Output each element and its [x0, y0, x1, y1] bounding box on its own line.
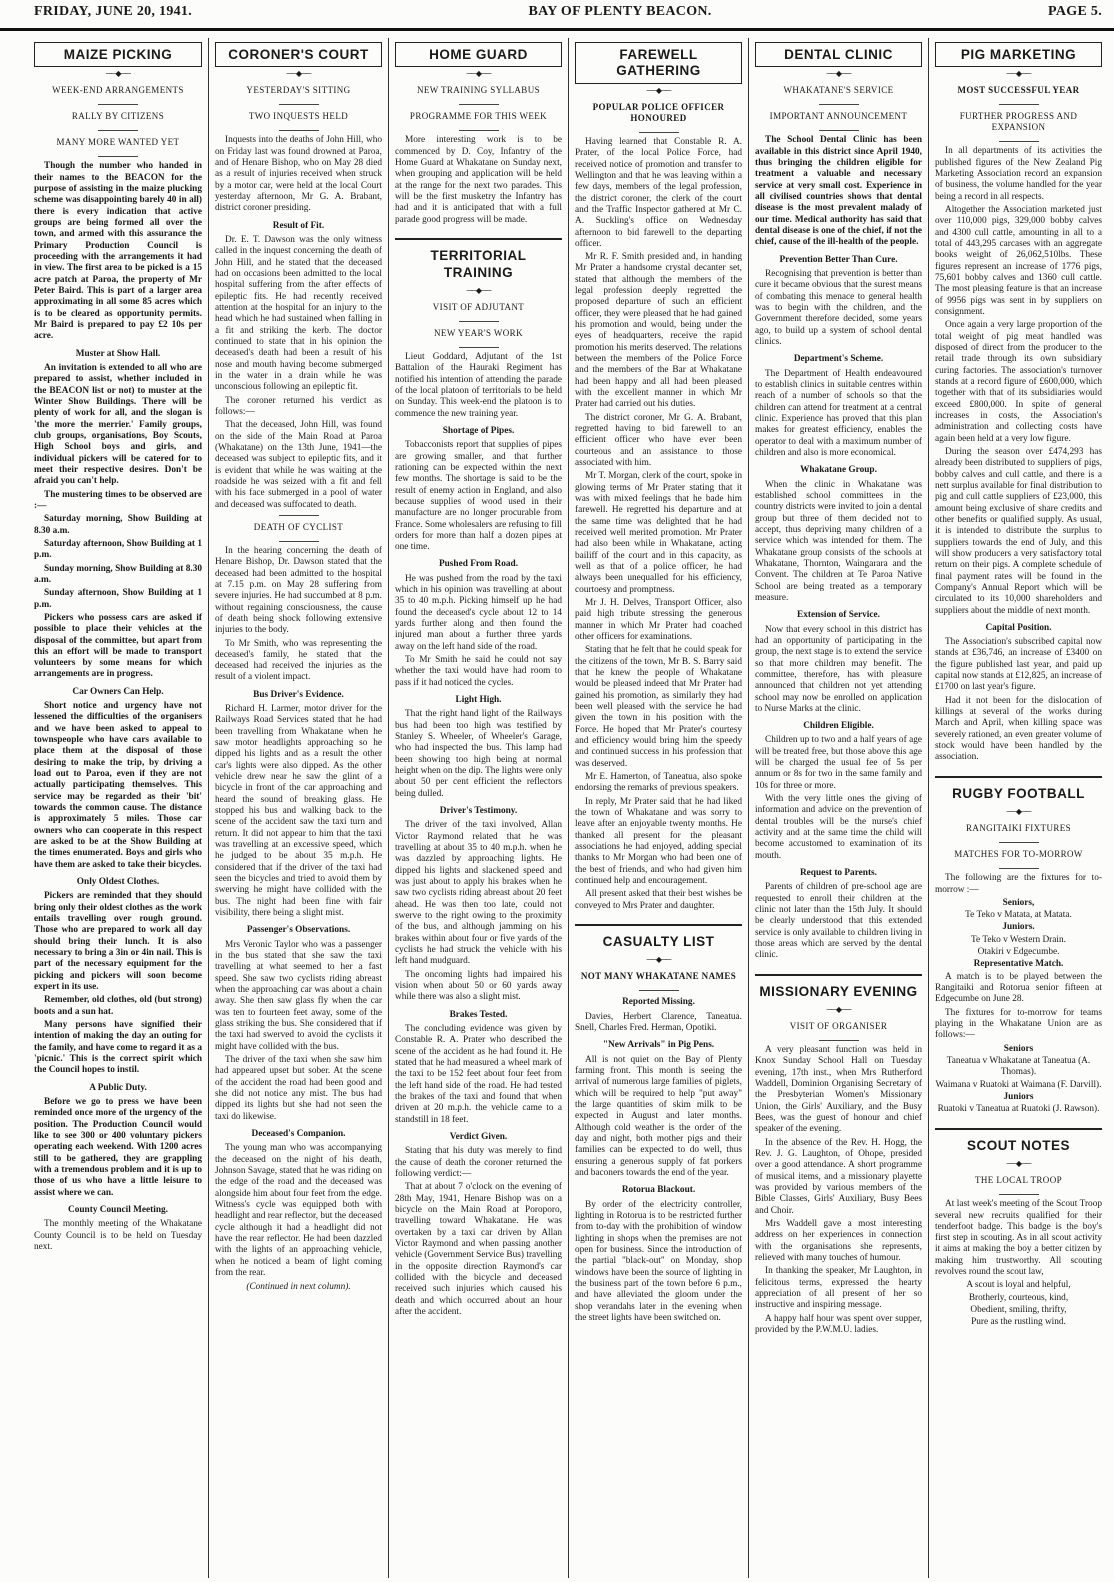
fixture: Te Teko v Western Drain.: [971, 934, 1066, 945]
column-coroners-court: [208, 38, 388, 1578]
paragraph: Children up to two and a half years of age will be treated free, but those above this age will be charged the usual fee of 5s per annum or 8s for two in the same family and 10s for three or more.: [755, 735, 922, 791]
deck: RANGITAIKI FIXTURES: [965, 823, 1072, 834]
paragraph: A happy half hour was spent over supper, provided by the P.W.M.U. ladies.: [755, 1313, 922, 1336]
paragraph: Now that every school in this district has had an opportunity of participating in the group, the next stage is to extend the service so that more children may benefit. The committee, therefore, has with pleasure announced that children not yet attending school may now be enrolled on application to Nurse Marks at the clinic.: [755, 624, 922, 714]
headline-scout-notes: SCOUT NOTES: [935, 1128, 1102, 1157]
issue-date: FRIDAY, JUNE 20, 1941.: [34, 4, 193, 19]
paragraph: Parents of children of pre-school age are requested to enroll their children at the clinic not later than the 15th July. It should be clearly understood that this extended service is only available to children living in those areas which are served by the dental clinic.: [755, 882, 922, 961]
ornament-rule-icon: ──◆──: [646, 85, 671, 95]
paragraph: Had it not been for the dislocation of killings at several of the works during March and April, when killing space was severely rationed, an even greater volume of stock would have been handled by the association.: [935, 695, 1102, 763]
deck: MATCHES FOR TO-MORROW: [954, 849, 1083, 860]
divider: [279, 104, 319, 105]
fixture: Ruatoki v Taneatua at Ruatoki (J. Rawson).: [937, 1104, 1100, 1115]
ornament-rule-icon: ──◆──: [1006, 807, 1031, 817]
masthead: [0, 0, 1114, 30]
paragraph: At last week's meeting of the Scout Troop several new recruits qualified for their tenderfoot badge. This badge is the boy's first step in scouting. As in all scout activity it aims at making the boy a better citizen by making him trustworthy. All scouting revolves round the scout law,: [935, 1199, 1102, 1278]
paragraph: In reply, Mr Prater said that he had liked the town of Whakatane and was sorry to leave after an enjoyable twenty months. He thanked all present for the pleasant associations he had enjoyed, adding special thanks to Mr Morgan who had been one of the best of friends, and who had given him continued help and encouragement.: [575, 796, 742, 886]
paragraph: All present asked that their best wishes be conveyed to Mrs Prater and daughter.: [575, 889, 742, 911]
fixture: Taneatua v Whakatane at Taneatua (A. Thomas).: [946, 1056, 1091, 1078]
paragraph: That the right hand light of the Railways bus had been too high was testified by Stanley S. Wheeler, of Wheeler's Garage, who had inspected the bus. This lamp had been showing too high being at normal height when on the dip. The lights were only about 50 per cent efficient the reflectors being dulled.: [395, 709, 562, 799]
paragraph: He was pushed from the road by the taxi which in his opinion was travelling at about 35 to 40 m.p.h. Picking himself up he had found the deceased's cycle about 12 to 14 yards further along and then found the injured man about a further three yards away on the left hand side of the road.: [395, 573, 562, 652]
paragraph: The following are the fixtures for to-morrow :—: [935, 873, 1102, 895]
headline-home-guard: HOME GUARD: [395, 42, 562, 67]
paragraph: The Association's subscribed capital now stands at £36,746, an increase of £3400 on the figure published last year, and paid up capital now stands at £12,825, an increase of £1700 on last year's figure.: [935, 637, 1102, 693]
paragraph: Remember, old clothes, old (but strong) boots and a sun hat.: [34, 995, 202, 1017]
paragraph: Having learned that Constable R. A. Prater, of the local Police Force, had received notice of promotion and transfer to Wellington and that he was leaving within a few days, members of the legal profession, the district coroner, the clerk of the court and the Traffic Inspector gathered at Mr C. A. Suckling's office on Wednesday afternoon to bid farewell to the departing officer.: [575, 136, 742, 249]
headline-rugby-football: RUGBY FOOTBALL: [935, 776, 1102, 805]
paragraph: The driver of the taxi when she saw him had appeared upset but sober. At the scene of the accident the road had been good and she did not notice any mist. The bus had dipped its lights but she had not seen the taxi do likewise.: [215, 1054, 382, 1122]
subheading: Whakatane Group.: [800, 465, 877, 476]
newspaper-title: BAY OF PLENTY BEACON.: [528, 4, 712, 19]
newspaper-columns: [28, 38, 1108, 1578]
paragraph: Mrs Waddell gave a most interesting address on her experiences in connection with the organisations she represents, relieved with many touches of humour.: [755, 1219, 922, 1264]
fixture-heading: Representative Match.: [973, 959, 1064, 970]
muster-time: Sunday morning, Show Building at 8.30 a.m.: [34, 563, 202, 585]
deck: TWO INQUESTS HELD: [248, 111, 349, 122]
headline-coroners-court: CORONER'S COURT: [215, 42, 382, 67]
deck: YESTERDAY'S SITTING: [246, 85, 351, 96]
subheading: Result of Fit.: [272, 220, 325, 231]
paragraph: Richard H. Larmer, motor driver for the Railways Road Services stated that he had been travelling from Whakatane when he saw motor headlights approaching so he dipped his lights and as a result the other car's lights were also dipped. As the other vehicle drew near he saw the glint of a bicycle in front of the car approaching and heard the sound of breaking glass. He stopped his bus and walking back to the scene of the accident saw the taxi turn and return. It did not appear to him that the taxi was travelling at an excessive speed, which he judged to be about 35 m.p.h. He considered that if the driver of the taxi had seen the bicycles and tried to avoid them by swerving he might have collided with the bus. The night had been fine with fair visibility, there being a slight mist.: [215, 704, 382, 919]
ornament-rule-icon: ──◆──: [826, 69, 851, 79]
divider: [999, 141, 1039, 142]
deck: WEEK-END ARRANGEMENTS: [52, 85, 184, 96]
headline-casualty-list: CASUALTY LIST: [575, 924, 742, 953]
subheading: Muster at Show Hall.: [75, 348, 161, 359]
subheading: Passenger's Observations.: [246, 925, 351, 936]
deck: IMPORTANT ANNOUNCEMENT: [769, 111, 908, 122]
paragraph: The fixtures for to-morrow for teams playing in the Whakatane Union are as follows:—: [935, 1007, 1102, 1041]
headline-territorial-training: TERRITORIAL TRAINING: [395, 238, 562, 284]
page-number: PAGE 5.: [1048, 4, 1102, 19]
paragraph: The driver of the taxi involved, Allan Victor Raymond related that he was travelling at about 35 to 40 m.p.h. when he was dazzled by approaching lights. He dipped his lights and slackened speed and was just about to apply his brakes when he saw two cyclists riding abreast about 20 feet ahead. He was then too late, could not swerve to the right owing to the proximity of the bus, and although jamming on his brakes within about four or five yards of the cyclists he had struck the vehicle with his left hand mudguard.: [395, 820, 562, 967]
column-dental-clinic: [748, 38, 928, 1578]
subheading: County Council Meeting.: [68, 1204, 168, 1215]
verse-line: Obedient, smiling, thrifty,: [970, 1305, 1067, 1316]
masthead-rule: [0, 30, 1114, 31]
subheading: Driver's Testimony.: [439, 806, 518, 817]
deck: FURTHER PROGRESS AND EXPANSION: [959, 111, 1078, 133]
column-farewell-gathering: [568, 38, 748, 1578]
divider: [999, 842, 1039, 843]
ornament-rule-icon: ──◆──: [826, 1005, 851, 1015]
deck: NEW TRAINING SYLLABUS: [416, 85, 541, 96]
paragraph: Stating that his duty was merely to find the cause of death the coroner returned the following verdict:—: [395, 1146, 562, 1179]
divider: [999, 1194, 1039, 1195]
deck: MANY MORE WANTED YET: [56, 137, 180, 148]
divider: [819, 1040, 859, 1041]
fixture-heading: Juniors: [1003, 1092, 1034, 1103]
paragraph: Mr T. Morgan, clerk of the court, spoke in glowing terms of Mr Prater stating that it was with mixed feelings that he bade him farewell. He regretted his departure and at the same time was delighted that he had received well merited promotion. Mr Prater had also been while in Whakatane, acting bailiff of the court and in this capacity, as well as that of a police officer, he had always been unequalled for his efficiency, courtoesy and promptness.: [575, 471, 742, 595]
paragraph: That the deceased, John Hill, was found on the side of the Main Road at Paroa (Whakatane) on the 13th June, 1941—the deceased was subject to epileptic fits, and it is evident that while he was waiting at the roadside he was seized with a fit and fell with his face submerged in a pool of water and deceased was suffocated to death.: [215, 420, 382, 510]
divider: [819, 130, 859, 131]
paragraph: A match is to be played between the Rangitaiki and Rotorua senior fifteen at Edgecumbe on June 28.: [935, 971, 1102, 1005]
column-maize-picking: [28, 38, 208, 1578]
ornament-rule-icon: ──◆──: [466, 69, 491, 79]
divider: [639, 990, 679, 991]
subheading: Capital Position.: [985, 622, 1052, 633]
divider: [279, 541, 319, 542]
subheading: "New Arrivals" in Pig Pens.: [602, 1040, 715, 1051]
subheading: Department's Scheme.: [793, 354, 884, 365]
subheading: Reported Missing.: [622, 997, 695, 1008]
divider: [98, 130, 138, 131]
deck: VISIT OF ADJUTANT: [432, 301, 525, 312]
ornament-rule-icon: ──◆──: [646, 955, 671, 965]
deck: PROGRAMME FOR THIS WEEK: [409, 111, 548, 122]
subheading: A Public Duty.: [89, 1082, 147, 1093]
paragraph: The coroner returned his verdict as follows:—: [215, 395, 382, 417]
paragraph: With the very little ones the giving of information and advice on the prevention of dental troubles will be the nurse's chief activity and at the same time the child will become accustomed to examination of its mouth.: [755, 794, 922, 861]
divider: [98, 156, 138, 157]
deck: THE LOCAL TROOP: [975, 1175, 1062, 1186]
subheading: Pushed From Road.: [438, 559, 519, 570]
paragraph: Davies, Herbert Clarence, Taneatua. Snell, Charles Fred. Herman, Opotiki.: [575, 1011, 742, 1033]
paragraph: Dr. E. T. Dawson was the only witness called in the inquest concerning the death of John Hill, and he stated that the deceased had on occasions been admitted to the local hospital suffering from the after effects of epileptic fits. He had recently received attention at the hospital for an injury to the head which he had sustained when falling in a fit and striking the kerb. The doctor continued to state that in his opinion the deceased's death had been a result of his nose and mouth having become submerged in the water in a drain while he was unconscious following an epileptic fit.: [215, 235, 382, 393]
subheading: Bus Driver's Evidence.: [253, 689, 344, 700]
headline-pig-marketing: PIG MARKETING: [935, 42, 1102, 67]
paragraph: All is not quiet on the Bay of Plenty farming front. This month is seeing the arrival of numerous large families of piglets, which will be required to help "put away" the large quantities of skim milk to be expected in August and later months. Although cold weather is the order of the day and night, both mother pigs and their families can be expected to do well, thus ensuring a generous supply of fat porkers and baconers towards the end of the year.: [575, 1054, 742, 1178]
paragraph: The oncoming lights had impaired his vision when about 50 or 60 yards away while there was also a slight mist.: [395, 969, 562, 1003]
paragraph: Mr E. Hamerton, of Taneatua, also spoke endorsing the remarks of previous speakers.: [575, 771, 742, 794]
paragraph: Pickers who possess cars are asked if possible to place their vehicles at the disposal of the committee, but apart from this an effort will be made to transport volunteers by some means for which arrangements are in progress.: [34, 612, 202, 680]
paragraph: Recognising that prevention is better than cure it became obvious that the surest means of combating this menace to general health was to begin with the children, and the Government therefore decided, some years ago, to build up a system of school dental clinics.: [755, 269, 922, 347]
verse-line: Pure as the rustling wind.: [971, 1317, 1066, 1328]
subheading: Rotorua Blackout.: [621, 1185, 696, 1196]
paragraph: To Mr Smith, who was representing the deceased's family, he stated that the deceased had received the injuries as the result of a violent impact.: [215, 638, 382, 683]
divider: [459, 130, 499, 131]
deck: VISIT OF ORGANISER: [789, 1021, 888, 1032]
deck: NEW YEAR'S WORK: [434, 327, 523, 338]
paragraph: The Department of Health endeavoured to establish clinics in suitable centres within reach of a number of schools so that the children can attend for treatment at a central clinic. Experience has proved that this plan makes for greatest efficiency, enables the operator to deal with a maximum number of children and also is more economical.: [755, 368, 922, 458]
paragraph: In the hearing concerning the death of Henare Bishop, Dr. Dawson stated that the deceased had been admitted to the hospital at 7.15 p.m. on May 28 suffering from severe injuries. He had succumbed at 8 p.m. without regaining consciousness, the cause of death being shock following extensive injuries to the body.: [215, 545, 382, 636]
paragraph: The monthly meeting of the Whakatane County Council is to be held on Tuesday next.: [34, 1219, 202, 1252]
deck: RALLY BY CITIZENS: [71, 111, 165, 122]
paragraph: Tobacconists report that supplies of pipes are growing smaller, and that further rationing can be expected within the next few months. The shortage is said to be the result of enemy action in England, and also because supplies of wood used in their manufacture are no longer procurable from France. Some wholesalers are refusing to fill orders for more than half a dozen pipes at one time.: [395, 440, 562, 553]
deck: WHAKATANE'S SERVICE: [783, 85, 894, 96]
paragraph: More interesting work is to be commenced by D. Coy, Infantry of the Home Guard at Whakatane on Sunday next, when grouping and application will be held at the range for the next two parades. This will be the first musketry the Infantry has had and it is anticipated that with a full parade good progress will be made.: [395, 135, 562, 225]
subheading: Only Oldest Clothes.: [76, 877, 160, 888]
headline-maize-picking: MAIZE PICKING: [34, 42, 202, 67]
deck: POPULAR POLICE OFFICER HONOURED: [592, 101, 725, 123]
divider: [459, 347, 499, 348]
subheading: Prevention Better Than Cure.: [779, 254, 898, 265]
verse-line: Brotherly, courteous, kind,: [968, 1292, 1069, 1303]
ornament-rule-icon: ──◆──: [106, 69, 130, 79]
paragraph: Mr R. F. Smith presided and, in handing Mr Prater a handsome crystal decanter set, stated that although the members of the legal profession deeply regretted the proposed departure of such an efficient officer, they were pleased that he had gained his promotion and would, being under the eyes of headquarters, receive the rapid promotion his merits deserved. The relations between the members of the Police Force and the members of the Bar at Whakatane had been happy and all had been pleased with the excellent manner in which Mr Prater had carried out his duties.: [575, 252, 742, 410]
divider: [98, 104, 138, 105]
ornament-rule-icon: ──◆──: [1006, 1159, 1031, 1169]
ornament-rule-icon: ──◆──: [1006, 69, 1031, 79]
paragraph: Mr J. H. Delves, Transport Officer, also paid high tribute stressing the generous manner in which Mr Prater had coached other officers for examinations.: [575, 598, 742, 642]
ornament-rule-icon: ──◆──: [286, 69, 311, 79]
paragraph: The mustering times to be observed are :—: [34, 489, 202, 511]
paragraph: The concluding evidence was given by Constable R. A. Prater who described the scene of the accident as he had found it. He stated that he had measured a wheel mark of the taxi to be 152 feet about four feet from the left hand side of the road. He had tested the brakes of the taxi and found that when driven at 20 m.p.h. the vehicle came to a standstill in 18 feet.: [395, 1023, 562, 1125]
fixture: Otakiri v Edgecumbe.: [977, 947, 1060, 958]
divider: [459, 321, 499, 322]
muster-time: Sunday afternoon, Show Building at 1 p.m.: [34, 588, 202, 610]
subheading: Light High.: [455, 695, 502, 706]
column-home-guard: [388, 38, 568, 1578]
fixture-heading: Seniors,: [1002, 897, 1035, 908]
paragraph: The School Dental Clinic has been available in this district since April 1940, thus bringing the children eligible for treatment a valuable and necessary service at very small cost. Experience in all civilised countries shows that dental disease is the most prevalent malady of our time. Medical authority has said that dental disease is one of the chief, if not the chief, cause of the ill-health of the people.: [755, 135, 922, 248]
continued-note: (Continued in next column).: [246, 1282, 351, 1293]
fixture-heading: Seniors: [1003, 1043, 1034, 1054]
column-pig-marketing: [928, 38, 1108, 1578]
subheading: Shortage of Pipes.: [442, 425, 515, 436]
divider: [459, 104, 499, 105]
subheading: Extension of Service.: [797, 610, 880, 621]
paragraph: Pickers are reminded that they should bring only their oldest clothes as the work entails travelling over rough ground. Those who are prepared to work all day should bring their lunch. It is also necessary to bring a 3in or 4in nail. This is part of the necessary equipment for the picking and pickers will soon become expert in its use.: [34, 891, 202, 993]
deck: NOT MANY WHAKATANE NAMES: [580, 971, 737, 982]
ornament-rule-icon: ──◆──: [466, 285, 491, 295]
paragraph: That at about 7 o'clock on the evening of 28th May, 1941, Henare Bishop was on a bicycle on the Main Road at Poroporo, travelling toward Whakatane. He was overtaken by a taxi car driven by Allan Victor Raymond and when passing another vehicle (Government Service Bus) travelling in the opposite direction Raymond's car collided with the bicycle and deceased received such injuries which caused his death and which occurred about an hour after the accident.: [395, 1182, 562, 1317]
paragraph: Though the number who handed in their names to the BEACON for the purpose of assisting in the maize plucking scheme was disappointing barely 40 in all) there is every indication that active groups are being formed all over the town, and armed with this assurance the Primary Production Council is proceeding with the arrangements it had in view. The first area to be picked is a 15 acre patch at Paroa, the property of Mr Peter Baird. This is part of a larger area approximating in all some 85 acres which is to be cleared as opportunity permits. Mr Baird is prepared to pay £2 10s per acre.: [34, 161, 202, 342]
paragraph: The district coroner, Mr G. A. Brabant, regretted having to bid farewell to an efficient officer who have ever been courteous and an assistance to those associated with him.: [575, 412, 742, 469]
verse-line: A scout is loyal and helpful,: [966, 1280, 1071, 1291]
paragraph: Before we go to press we have been reminded once more of the urgency of the position. The Production Council would like to see 300 or 400 voluntary pickers operating each weekend. With 1200 acres still to be gathered, they are grappling with a tremendous problem and it is up to those of us who have a little leisure to assist where we can.: [34, 1096, 202, 1198]
paragraph: Altogether the Association marketed just over 110,000 pigs, 329,000 bobby calves and 4300 cull cattle, amounting in all to a total of 443,295 carcases with an aggregate books weight of 26,062,510lbs. These figures represent an increase of 1776 pigs, 75,601 bobby calves and 1360 cull cattle. The most pleasing feature is that an increase of 9956 pigs was sent in by suppliers on consignment.: [935, 205, 1102, 317]
paragraph: An invitation is extended to all who are prepared to assist, whether included in the BEACON list or not) to muster at the Winter Show Buildings. There will be plenty of work for all, and the slogan is 'the more the merrier.' Family groups, club groups, organisations, Boy Scouts, High School boys and girls, and individual pickers will be catered for to meet their respective desires. Don't be afraid you can't help.: [34, 362, 202, 487]
headline-dental-clinic: DENTAL CLINIC: [755, 42, 922, 67]
paragraph: Once again a very large proportion of the total weight of pig meat handled was disposed of direct from the producer to the retail trade through its own subsidiary curing factories. The association's turnover stands at a record figure of £600,000, which together with that of its subsidiaries would exceed £800,000. In spite of general increases in costs, the Association's administration and collecting costs have again been held at a very low figure.: [935, 320, 1102, 444]
subheading: Brakes Tested.: [449, 1009, 508, 1020]
paragraph: To Mr Smith he said he could not say whether the taxi would have had room to pass if it had noticed the cycles.: [395, 655, 562, 688]
divider: [279, 515, 319, 516]
paragraph: When the clinic in Whakatane was established school committees in the country districts were invited to join a dental group but three of them decided not to accept, thus depriving many children of a service which was intended for them. The Whakatane group consists of the schools at Whakatane, Thornton, Waingarara and the Convent. The children at Te Paroa Native School are being treated as a temporary measure.: [755, 479, 922, 603]
fixture: Te Teko v Matata, at Matata.: [965, 910, 1072, 921]
muster-time: Saturday morning, Show Building at 8.30 a.m.: [34, 514, 202, 536]
divider: [999, 868, 1039, 869]
subheading: Car Owners Can Help.: [72, 686, 164, 697]
divider: [999, 104, 1039, 105]
fixture: Waimana v Ruatoki at Waimana (F. Darvill).: [935, 1079, 1102, 1090]
paragraph: In all departments of its activities the published figures of the New Zealand Pig Marketing Association record an expansion of business, the volume handled for the year being a record in all respects.: [935, 146, 1102, 202]
paragraph: Lieut Goddard, Adjutant of the 1st Battalion of the Hauraki Regiment has notified his intention of attending the parade of the local platoon of territorials to be held on Sunday. This week-end the platoon is to commence the new training year.: [395, 351, 562, 419]
subheading: Deceased's Companion.: [251, 1128, 346, 1139]
paragraph: Short notice and urgency have not lessened the difficulties of the organisers and we have been asked to appeal to townspeople who have cars available to place them at the disposal of those desiring to make the trip, by driving a load out to Paroa, even if they are not actually participating themselves. This service may be regarded as their 'bit' towards the common cause. The distance is approximately 5 miles. Those car owners who can cooperate in this respect are asked to be at the Show Building at the times enumerated. Boys and girls who have them are asked to take their bicycles.: [34, 701, 202, 870]
divider: [279, 130, 319, 131]
deck: MOST SUCCESSFUL YEAR: [957, 85, 1080, 96]
divider: [639, 132, 679, 133]
muster-time: Saturday afternoon, Show Building at 1 p.m.: [34, 538, 202, 561]
paragraph: Many persons have signified their intention of making the day an outing for the family, and have come to regard it as a 'picnic.' This is the correct spirit which the Council hopes to instil.: [34, 1020, 202, 1076]
deck: DEATH OF CYCLIST: [253, 521, 344, 532]
paragraph: The young man who was accompanying the deceased on the night of his death, Johnson Savage, stated that he was riding on the edge of the road and the deceased was alongside him about four feet from the edge. Witness's cycle was equipped both with headlight and rear reflector, but the deceased cycle although it had a headlight did not have the rear reflector. He had been dazzled with the lights of an approaching vehicle, when he noticed a beam of light coming from the rear.: [215, 1143, 382, 1278]
subheading: Children Eligible.: [803, 721, 874, 732]
subheading: Request to Parents.: [799, 868, 878, 879]
paragraph: Stating that he felt that he could speak for the citizens of the town, Mr B. S. Barry said that he knew the people of Whakatane would be pleased indeed that Mr Prater had gained his promotion, as similarly they had been well pleased with the service he had given the town in his position with the Force. He hoped that Mr Prater's courtesy and efficiency would bring him the speedy and continued success in his profession that was deserved.: [575, 645, 742, 769]
paragraph: By order of the electricity controller, lighting in Rotorua is to be restricted further from to-day with the prohibition of window lighting in shops when the premises are not open for business. Since the introduction of the partial "black-out" on Monday, shop windows have been the source of lighting in the business part of the town before 6 p.m., and have alleviated the gloom under the shop verandahs later in the evening when the street lights have been switched on.: [575, 1199, 742, 1323]
paragraph: A very pleasant function was held in Knox Sunday School Hall on Tuesday evening, 17th inst., when Mrs Rutherford Waddell, Dominion Organising Secretary of the Presbyterian Women's Missionary Union, the Girls' Auxiliary, and the Busy Bees, was the guest of honour and chief speaker of the evening.: [755, 1045, 922, 1135]
paragraph: Inquests into the deaths of John Hill, who on Friday last was found drowned at Paroa, and of Henare Bishop, who on May 28 died as a result of injuries received when struck by a motor car, were held at the local Court yesterday afternoon, Mr G. A. Brabant, district coroner presiding.: [215, 135, 382, 214]
headline-missionary-evening: MISSIONARY EVENING: [755, 974, 922, 1003]
paragraph: In thanking the speaker, Mr Laughton, in felicitous terms, expressed the hearty appreciation of all present of her so instructive and inspiring message.: [755, 1266, 922, 1311]
paragraph: During the season over £474,293 has already been distributed to suppliers of pigs, bobby calves and cull cattle, and there is a nett surplus available for final distribution to pig and cull cattle suppliers of £23,000, this amount being exclusive of share credits and other benefits or qualified supply. As usual, it is intended to distribute the surplus to suppliers towards the end of July, and this will show producers a very satisfactory total return on their pigs. A complete schedule of final payment rates will be found in the Company's Annual Report which will be circulated to its 10,000 shareholders and suppliers about the middle of next month.: [935, 446, 1102, 616]
divider: [819, 104, 859, 105]
paragraph: Mrs Veronic Taylor who was a passenger in the bus stated that she saw the taxi travelling at what seemed to her a fast speed. She saw two cyclists riding abreast when the approaching car was about a chain away. She then saw glass fly when the car was ten to fourteen feet away, some of the glass striking the bus. She considered that if the taxi had swerved to avoid the cyclists it might have collided with the bus.: [215, 939, 382, 1052]
subheading: Verdict Given.: [449, 1131, 508, 1142]
headline-farewell-gathering: FAREWELL GATHERING: [575, 42, 742, 84]
fixture-heading: Juniors.: [1002, 922, 1035, 933]
paragraph: In the absence of the Rev. H. Hogg, the Rev. J. G. Laughton, of Ohope, presided over a good attendance. A short programme of musical items, and a missionary playette was provided by various members of the Bible Classes, Girls' Auxiliary, Busy Bees and Choir.: [755, 1137, 922, 1216]
